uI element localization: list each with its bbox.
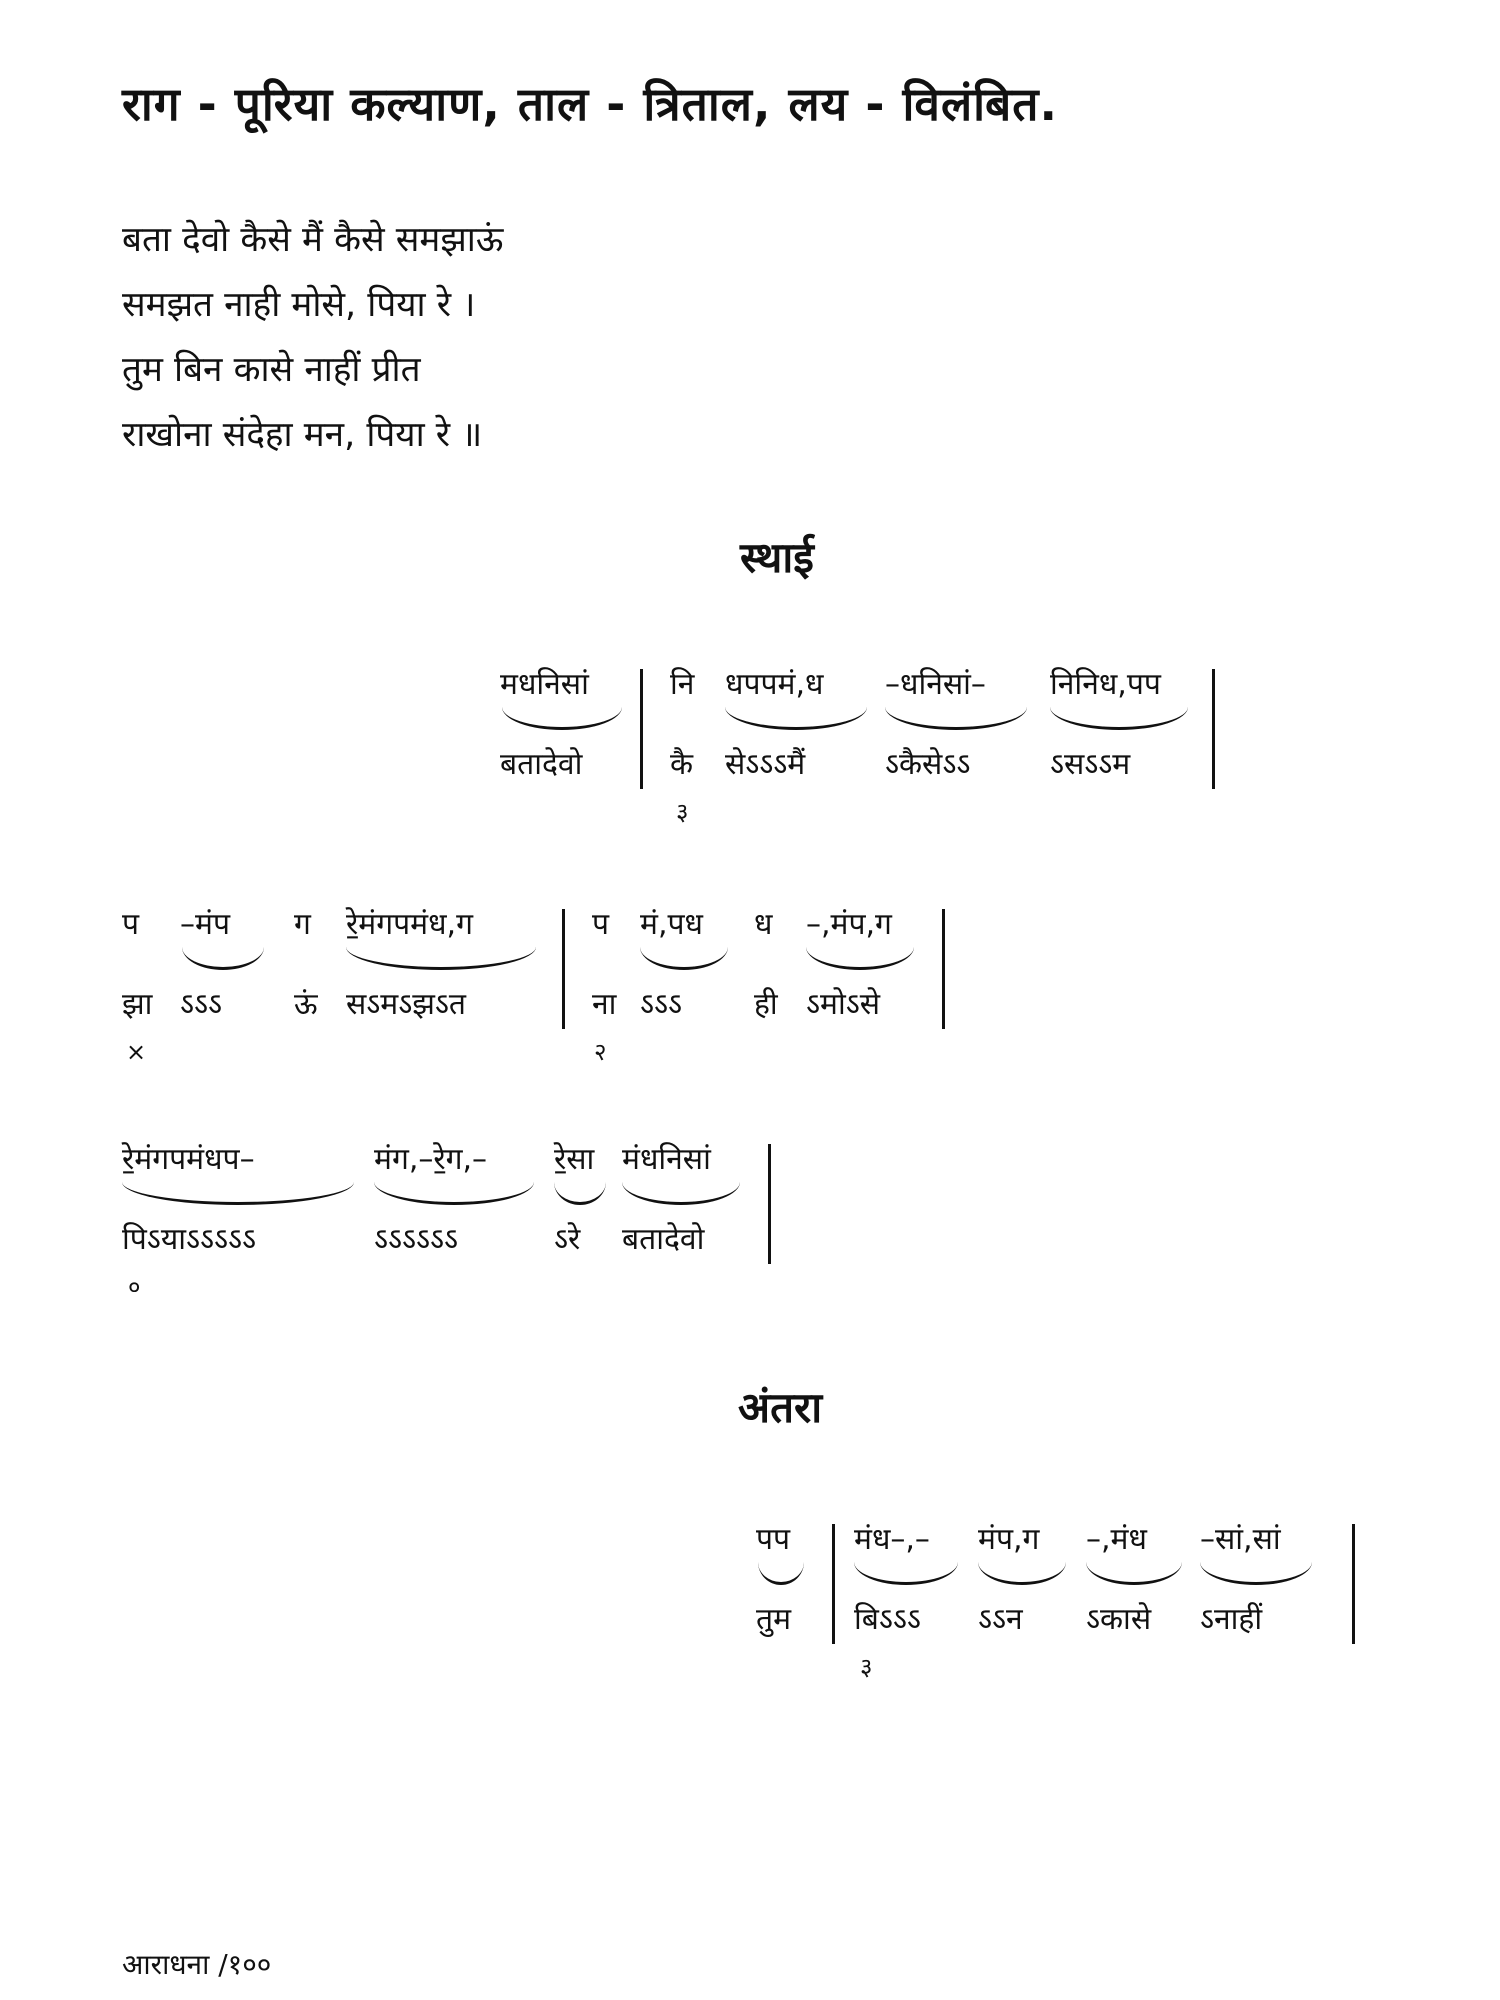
swar-notes: प: [592, 907, 610, 942]
meend-arc: [1050, 707, 1188, 730]
sthayi-title: स्थाई: [740, 533, 814, 582]
meend-arc: [885, 707, 1027, 730]
bol-syllables: ऽसऽऽम: [1050, 747, 1131, 782]
bol-syllables: बिऽऽऽ: [854, 1602, 921, 1637]
bar-line: [832, 1524, 835, 1644]
bol-syllables: तुम: [756, 1602, 792, 1637]
meend-arc: [854, 1562, 958, 1585]
meend-arc: [978, 1562, 1066, 1585]
bar-line: [562, 909, 565, 1029]
meend-arc: [374, 1182, 534, 1205]
swar-notes: निनिध,पप: [1050, 667, 1161, 702]
bol-syllables: ऽऽऽऽऽऽ: [374, 1222, 459, 1257]
lyric-line: बता देवो कैसे मैं कैसे समझाऊं: [122, 220, 504, 260]
swar-notes: –मंप: [180, 907, 230, 942]
swar-notes: मंग,–रे॒ग,–: [374, 1142, 488, 1177]
bol-syllables: झा: [122, 987, 153, 1022]
bol-syllables: ऊं: [294, 987, 318, 1022]
swar-notes: मं,पध: [640, 907, 703, 942]
bol-syllables: ऽमोऽसे: [806, 987, 881, 1022]
bar-line: [1352, 1524, 1355, 1644]
taal-mark: ३: [860, 1653, 873, 1681]
bol-syllables: ऽऽन: [978, 1602, 1023, 1637]
swar-notes: –,मंप,ग: [806, 907, 892, 942]
meend-arc: [346, 947, 536, 970]
bol-syllables: बतादेवो: [500, 747, 583, 782]
meend-arc: [122, 1182, 354, 1205]
bol-syllables: बतादेवो: [622, 1222, 705, 1257]
bol-syllables: ही: [754, 987, 778, 1022]
swar-notes: पप: [756, 1522, 791, 1557]
bol-syllables: पिऽयाऽऽऽऽऽ: [122, 1222, 257, 1257]
lyric-line: राखोना संदेहा मन, पिया रे ॥: [122, 415, 483, 455]
swar-notes: रे॒मंगपमंधप–: [122, 1142, 255, 1177]
swar-notes: ग: [294, 907, 311, 942]
swar-notes: –,मंध: [1086, 1522, 1147, 1557]
bol-syllables: सेऽऽऽमैं: [725, 747, 806, 782]
taal-mark: २: [594, 1038, 607, 1066]
bol-syllables: ऽऽऽ: [640, 987, 683, 1022]
swar-notes: मंधनिसां: [622, 1142, 711, 1177]
swar-notes: मधनिसां: [500, 667, 589, 702]
bol-syllables: ना: [592, 987, 617, 1022]
meend-arc: [640, 947, 728, 970]
bol-syllables: ऽऽऽ: [180, 987, 223, 1022]
meend-arc: [725, 707, 867, 730]
bol-syllables: ऽरे: [554, 1222, 581, 1257]
lyric-line: तुम बिन कासे नाहीं प्रीत: [122, 350, 421, 390]
raga-heading: राग - पूरिया कल्याण, ताल - त्रिताल, लय - विलंबित.: [122, 77, 1059, 131]
taal-mark: ३: [676, 798, 689, 826]
meend-arc: [806, 947, 914, 970]
bol-syllables: ऽकासे: [1086, 1602, 1152, 1637]
swar-notes: धपपमं,ध: [725, 667, 824, 702]
page-footer: आराधना /१००: [122, 1948, 272, 1981]
swar-notes: –धनिसां–: [885, 667, 986, 702]
meend-arc: [1086, 1562, 1182, 1585]
bar-line: [942, 909, 945, 1029]
swar-notes: रे॒सा: [554, 1142, 595, 1177]
bol-syllables: सऽमऽझऽत: [346, 987, 467, 1022]
swar-notes: मंध–,–: [854, 1522, 930, 1557]
lyric-line: समझत नाही मोसे, पिया रे ।: [122, 285, 476, 325]
meend-arc: [502, 707, 622, 730]
swar-notes: –सां,सां: [1200, 1522, 1281, 1557]
bar-line: [1212, 669, 1215, 789]
meend-arc: [1200, 1562, 1312, 1585]
swar-notes: प: [122, 907, 140, 942]
bol-syllables: ऽनाहीं: [1200, 1602, 1263, 1637]
bar-line: [768, 1144, 771, 1264]
swar-notes: मंप,ग: [978, 1522, 1040, 1557]
bar-line: [640, 669, 643, 789]
meend-arc: [622, 1182, 740, 1205]
swar-notes: रे॒मंगपमंध,ग: [346, 907, 473, 942]
meend-arc: [554, 1182, 606, 1205]
meend-arc: [182, 947, 264, 970]
bol-syllables: कै: [670, 747, 694, 782]
meend-arc: [758, 1562, 804, 1585]
swar-notes: नि: [670, 667, 695, 702]
lyrics-block: [122, 208, 503, 468]
antara-title: अंतरा: [738, 1383, 823, 1432]
swar-notes: ध: [754, 907, 773, 942]
taal-mark: ०: [128, 1273, 141, 1301]
bol-syllables: ऽकैसेऽऽ: [885, 747, 971, 782]
taal-mark: ×: [126, 1038, 147, 1066]
